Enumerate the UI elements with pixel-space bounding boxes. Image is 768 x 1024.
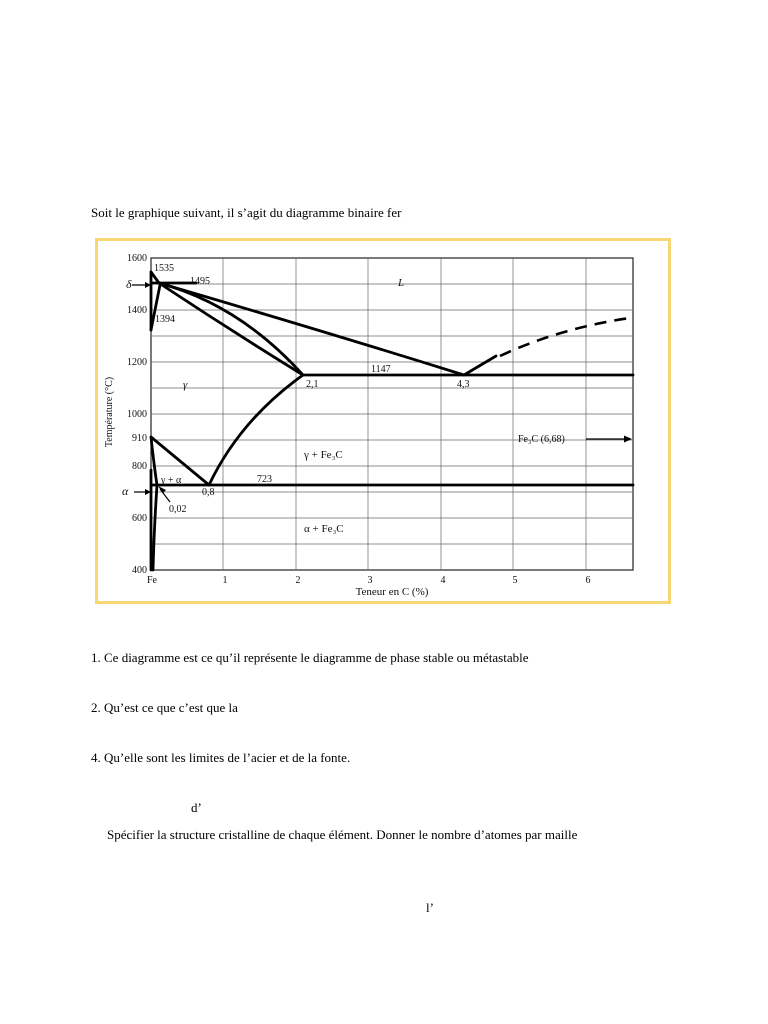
xtick: 3 — [367, 575, 373, 586]
label-1495: 1495 — [190, 276, 210, 287]
fragment-l: l’ — [426, 900, 434, 915]
grid — [151, 258, 633, 570]
ytick: 910 — [132, 433, 147, 444]
label-43: 4,3 — [457, 379, 470, 390]
question-2: 2. Qu’est ce que c’est que la — [91, 700, 238, 715]
greek-alpha: α — [122, 484, 129, 498]
xtick: Fe — [147, 575, 157, 586]
ytick: 800 — [132, 461, 147, 472]
question-1: 1. Ce diagramme est ce qu’il représente le diagramme de phase stable ou métastable — [91, 650, 529, 665]
xtick: 2 — [295, 575, 301, 586]
fragment-d: d’ — [191, 800, 202, 815]
fe3c-arrow-head — [624, 436, 632, 443]
label-liquid: L — [398, 277, 405, 289]
label-fe3c-note: Fe₃C (6,68) — [518, 434, 565, 445]
ytick: 1600 — [127, 253, 147, 264]
question-4: 4. Qu’elle sont les limites de l’acier et de la fonte. — [91, 750, 351, 765]
label-1535: 1535 — [154, 263, 174, 274]
ytick: 600 — [132, 513, 147, 524]
label-1394: 1394 — [155, 314, 175, 325]
label-1147: 1147 — [371, 364, 391, 375]
label-gamma: γ — [183, 379, 188, 391]
label-alpha-fe3c: α + Fe₃C — [304, 523, 344, 535]
label-002: 0,02 — [169, 504, 187, 515]
specify-text: Spécifier la structure cristalline de chaque élément. Donner le nombre d’atomes par maille — [107, 827, 578, 842]
label-08: 0,8 — [202, 487, 215, 498]
label-723: 723 — [257, 474, 272, 485]
intro-text: Soit le graphique suivant, il s’agit du diagramme binaire fer — [91, 205, 402, 220]
liquidus-right — [464, 356, 496, 375]
liquidus-upper — [159, 283, 464, 375]
solidus — [159, 283, 303, 375]
ytick: 1000 — [127, 409, 147, 420]
label-gamma-alpha: γ + α — [161, 475, 182, 486]
label-gamma-fe3c: γ + Fe₃C — [304, 449, 343, 461]
x-axis-label: Teneur en C (%) — [355, 586, 429, 598]
xtick: 5 — [512, 575, 518, 586]
ytick: 1200 — [127, 357, 147, 368]
liquidus-dashed — [500, 318, 630, 356]
ytick: 400 — [132, 565, 147, 576]
xtick: 1 — [222, 575, 228, 586]
ytick: 1400 — [127, 305, 147, 316]
y-axis-label: Température (°C) — [104, 376, 115, 448]
xtick: 6 — [585, 575, 591, 586]
label-21: 2,1 — [306, 379, 319, 390]
xtick: 4 — [440, 575, 446, 586]
greek-delta: δ — [126, 277, 132, 291]
